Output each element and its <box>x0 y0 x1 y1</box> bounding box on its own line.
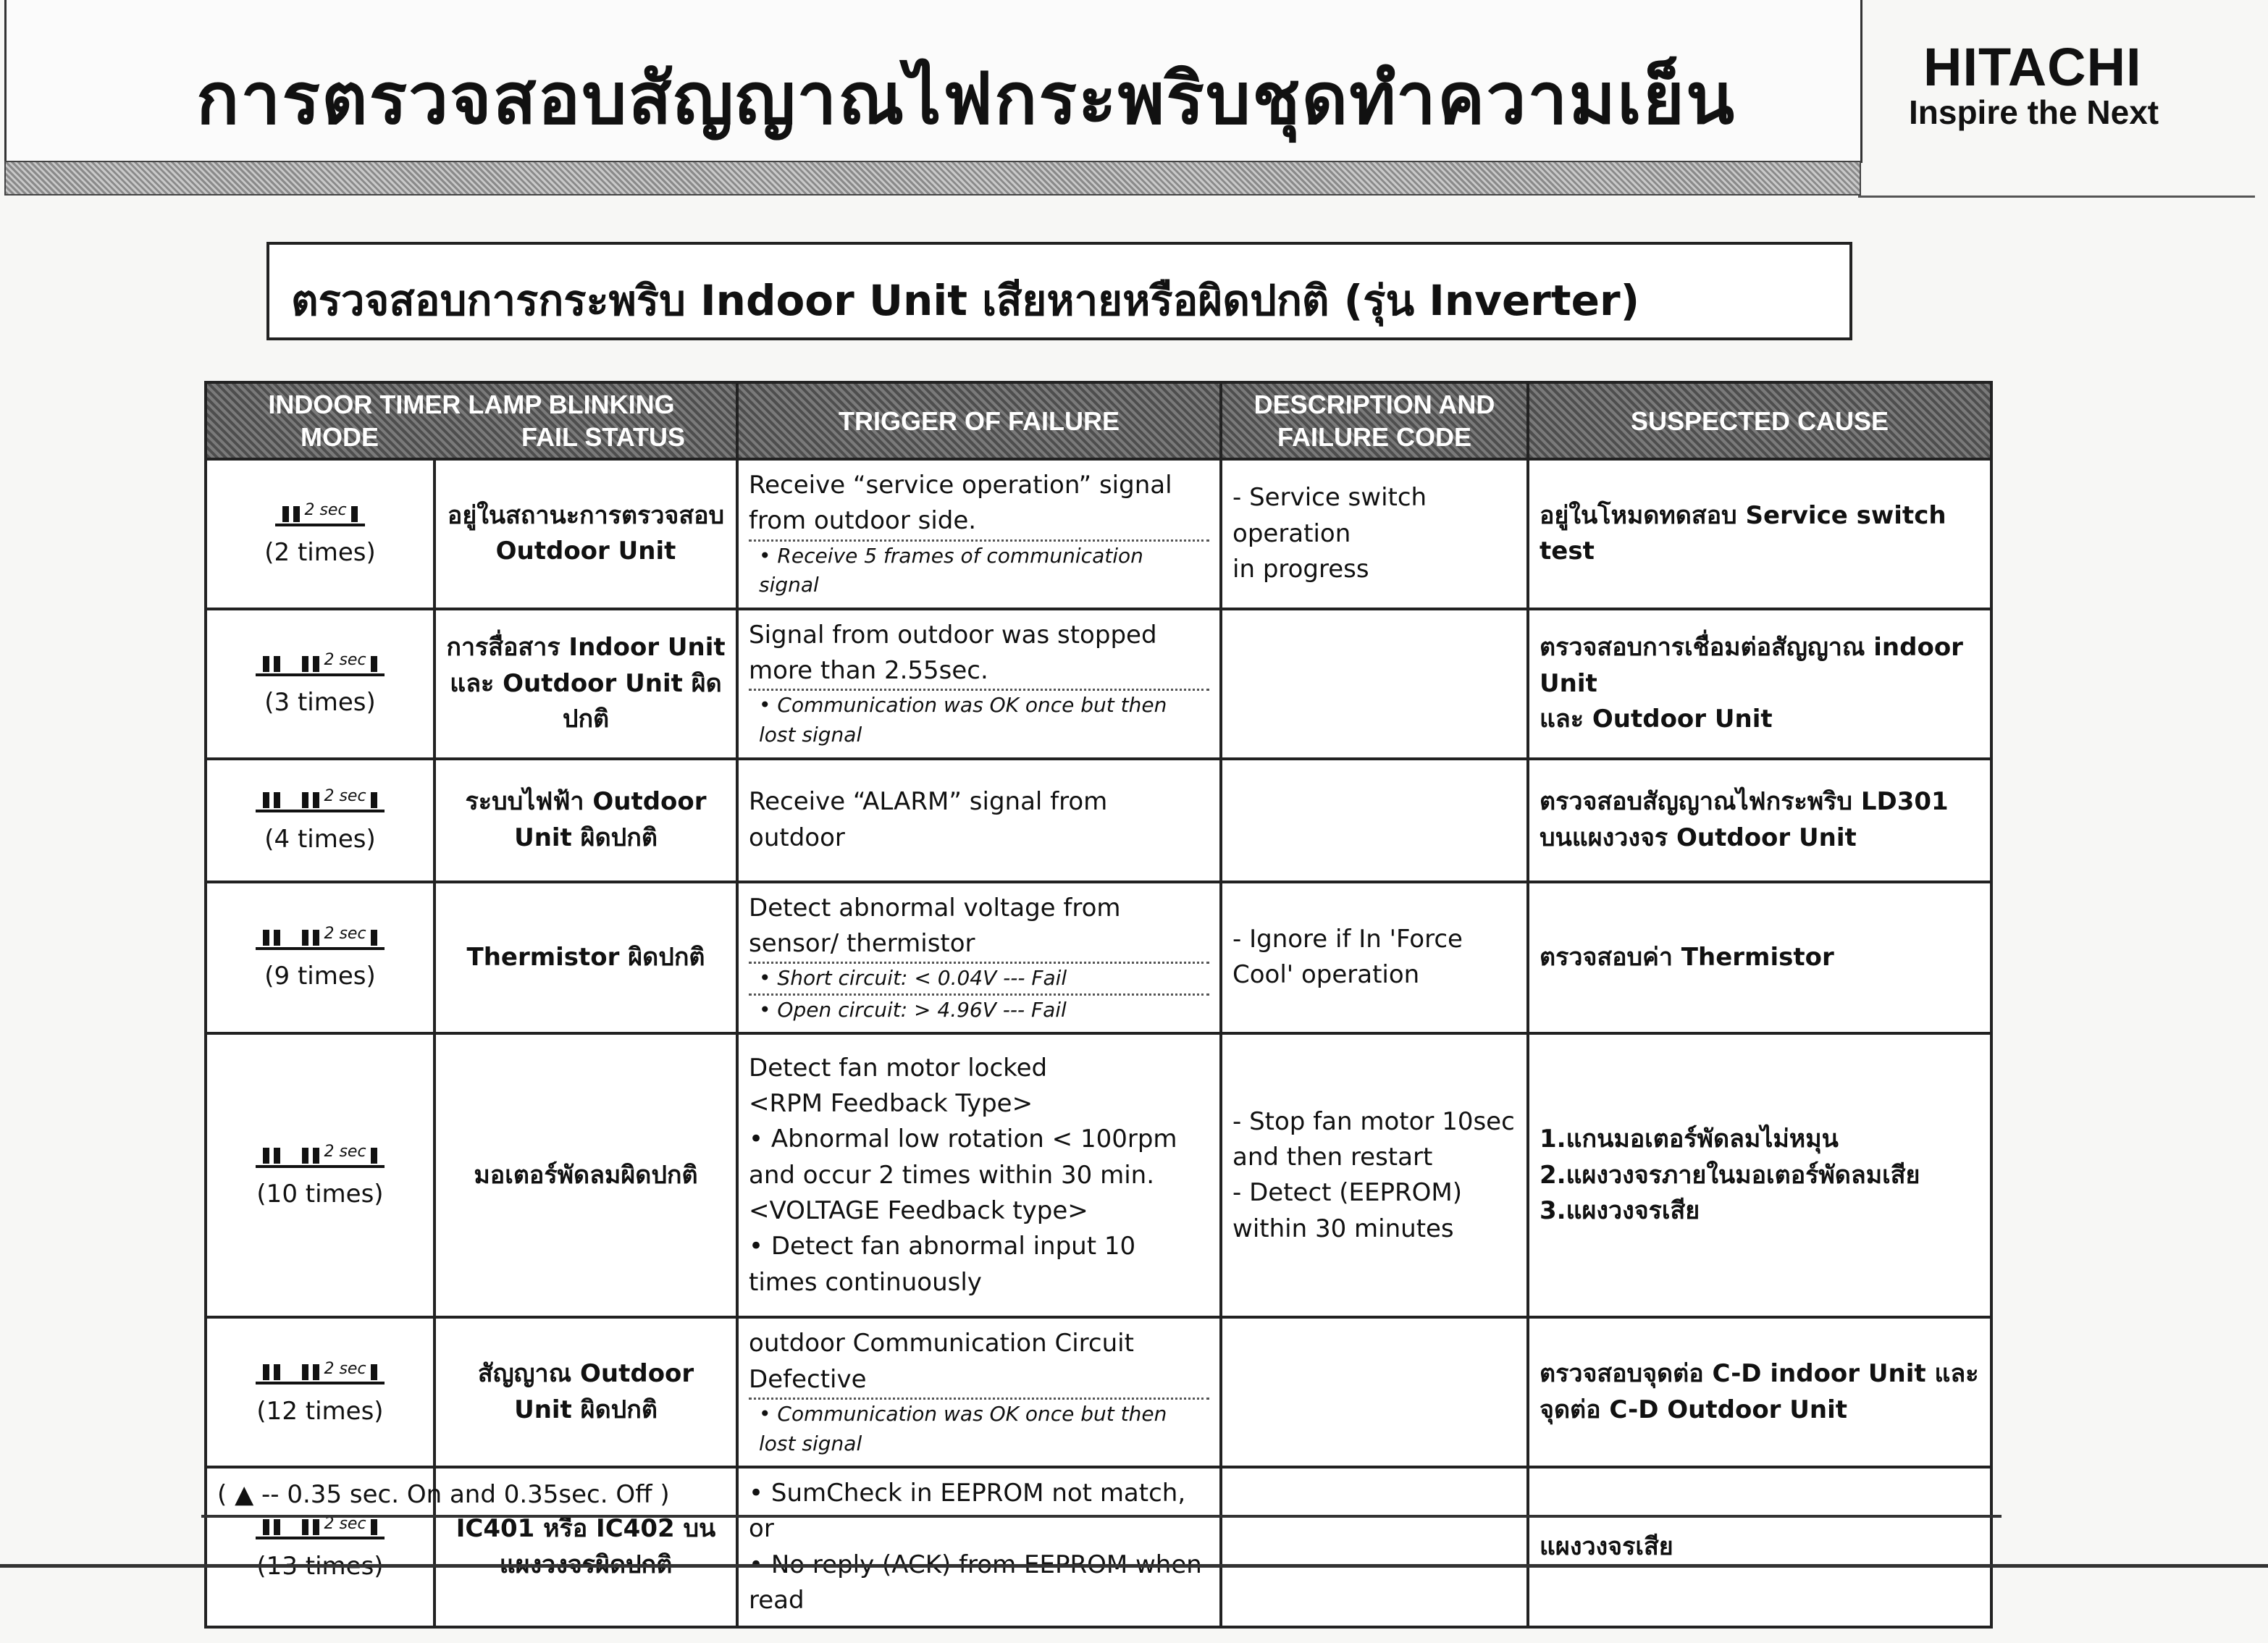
blink-interval-label: 2 sec <box>324 1143 366 1161</box>
trigger-cell <box>737 1033 1221 1317</box>
trigger-text: Receive “ALARM” signal from outdoor <box>749 787 1108 852</box>
trigger-note: • Receive 5 frames of communication signal <box>759 543 1143 597</box>
trigger-text: outdoor Communication Circuit Defective <box>749 1326 1209 1400</box>
blink-count: (3 times) <box>264 688 376 718</box>
blink-count: (12 times) <box>256 1396 384 1426</box>
blink-pattern-icon <box>256 1356 384 1384</box>
trigger-text: Detect fan motor locked <box>749 1053 1048 1083</box>
fail-status-cell: การสื่อสาร Indoor Unit และ Outdoor Unit ผิดปกติ <box>434 609 737 759</box>
suspected-cause-cell <box>1528 1033 1991 1317</box>
trigger-cell <box>737 1467 1221 1627</box>
suspected-cause-cell <box>1528 1467 1991 1627</box>
trigger-text: • Detect fan abnormal input 10 times continuously <box>749 1232 1136 1297</box>
blink-pattern-icon <box>256 1139 384 1168</box>
fail-status-cell: สัญญาณ Outdoor Unit ผิดปกติ <box>434 1317 737 1467</box>
fail-status-cell: ระบบไฟฟ้า Outdoor Unit ผิดปกติ <box>434 759 737 882</box>
description-line: operation <box>1232 518 1351 548</box>
blink-count: (13 times) <box>256 1551 384 1581</box>
blink-count: (2 times) <box>264 538 376 568</box>
description-line: Cool' operation <box>1232 960 1420 990</box>
table-row <box>206 759 1991 882</box>
fail-status-cell: อยู่ในสถานะการตรวจสอบ Outdoor Unit <box>434 459 737 609</box>
blink-legend-footnote: ( ▲ -- 0.35 sec. On and 0.35sec. Off ) <box>217 1480 670 1509</box>
description-cell <box>1221 609 1528 759</box>
blink-interval-label: 2 sec <box>324 1514 366 1533</box>
trigger-text: Signal from outdoor was stopped more than 2.55sec. <box>749 618 1209 692</box>
suspected-cause-line: ตรวจสอบสัญญาณไฟกระพริบ LD301 <box>1540 787 1949 817</box>
trigger-cell <box>737 882 1221 1034</box>
trigger-note: • Communication was OK once but then lost signal <box>759 693 1167 747</box>
blink-interval-label: 2 sec <box>324 1359 366 1378</box>
header-mode: MODE <box>301 422 379 452</box>
subtitle-box <box>266 242 1852 340</box>
blink-mode-cell <box>206 759 434 882</box>
brand-logo <box>1858 0 2255 161</box>
blink-interval-label: 2 sec <box>304 501 347 520</box>
suspected-cause-line: ตรวจสอบการเชื่อมต่อสัญญาณ indoor Unit <box>1540 633 1963 698</box>
trigger-cell <box>737 459 1221 609</box>
trigger-text: • SumCheck in EEPROM not match, or <box>749 1479 1186 1544</box>
trigger-text: • No reply (ACK) from EEPROM when read <box>749 1550 1202 1615</box>
header-description: DESCRIPTION AND FAILURE CODE <box>1221 382 1528 459</box>
trigger-text: Receive “service operation” signal from outdoor side. <box>749 468 1209 542</box>
header-lamp-blinking <box>206 382 737 459</box>
description-line: - Detect (EEPROM) <box>1232 1178 1462 1208</box>
fail-status-cell: IC401 หรือ IC402 บนแผงวงจรผิดปกติ <box>434 1467 737 1627</box>
trigger-note: • Communication was OK once but then lost signal <box>759 1401 1167 1455</box>
page-bottom-rule <box>0 1564 2268 1568</box>
suspected-cause-line: 1.แกนมอเตอร์พัดลมไม่หมุน <box>1540 1125 1839 1154</box>
blink-mode-cell <box>206 1033 434 1317</box>
table-row <box>206 882 1991 1034</box>
trigger-note: • Short circuit: < 0.04V --- Fail <box>749 964 1209 996</box>
blink-pattern-icon <box>275 497 364 526</box>
description-cell <box>1221 1467 1528 1627</box>
header-trigger: TRIGGER OF FAILURE <box>737 382 1221 459</box>
fail-status-cell: มอเตอร์พัดลมผิดปกติ <box>434 1033 737 1317</box>
description-cell <box>1221 882 1528 1034</box>
table-header-row <box>206 382 1991 459</box>
header-fail-status: FAIL STATUS <box>521 422 686 452</box>
description-line: within 30 minutes <box>1232 1214 1454 1243</box>
diagnostic-table <box>204 381 1993 1629</box>
description-line: - Ignore if In 'Force <box>1232 925 1463 954</box>
table-row <box>206 459 1991 609</box>
logo-divider <box>1858 196 2255 198</box>
suspected-cause-line: อยู่ในโหมดทดสอบ Service switch test <box>1540 501 1946 566</box>
suspected-cause-line: แผงวงจรเสีย <box>1540 1532 1673 1562</box>
trigger-cell <box>737 759 1221 882</box>
table-row <box>206 609 1991 759</box>
suspected-cause-line: ตรวจสอบค่า Thermistor <box>1540 942 1834 972</box>
blink-mode-cell <box>206 459 434 609</box>
suspected-cause-line: 2.แผงวงจรภายในมอเตอร์พัดลมเสีย <box>1540 1160 1920 1190</box>
suspected-cause-cell <box>1528 882 1991 1034</box>
header-group-label: INDOOR TIMER LAMP BLINKING <box>268 390 675 419</box>
section-subtitle: ตรวจสอบการกระพริบ Indoor Unit เสียหายหรือผิดปกติ (รุ่น Inverter) <box>291 276 1640 325</box>
trigger-text: • Abnormal low rotation < 100rpm and occur 2 times within 30 min. <box>749 1125 1177 1190</box>
trigger-note: • Open circuit: > 4.96V --- Fail <box>759 997 1067 1022</box>
table-body <box>206 459 1991 1627</box>
blink-count: (4 times) <box>264 824 376 854</box>
footnote-rule <box>201 1515 2002 1518</box>
suspected-cause-line: ตรวจสอบจุดต่อ C-D indoor Unit และ <box>1540 1359 1979 1389</box>
header-suspected-cause: SUSPECTED CAUSE <box>1528 382 1991 459</box>
brand-tagline: Inspire the Next <box>1909 93 2159 131</box>
description-line: and then restart <box>1232 1143 1433 1172</box>
fail-status-cell: Thermistor ผิดปกติ <box>434 882 737 1034</box>
blink-mode-cell <box>206 609 434 759</box>
suspected-cause-cell <box>1528 609 1991 759</box>
blink-interval-label: 2 sec <box>324 925 366 944</box>
description-cell <box>1221 759 1528 882</box>
table-row <box>206 1033 1991 1317</box>
description-line: - Stop fan motor 10sec <box>1232 1106 1515 1136</box>
blink-count: (10 times) <box>256 1180 384 1209</box>
suspected-cause-line: บนแผงวงจร Outdoor Unit <box>1540 823 1857 852</box>
description-line: - Service switch <box>1232 483 1427 513</box>
blink-count: (9 times) <box>264 962 376 991</box>
suspected-cause-cell <box>1528 759 1991 882</box>
blink-interval-label: 2 sec <box>324 787 366 806</box>
blink-pattern-icon <box>256 783 384 812</box>
suspected-cause-line: และ Outdoor Unit <box>1540 704 1773 734</box>
header-stripe <box>4 161 1861 196</box>
suspected-cause-line: 3.แผงวงจรเสีย <box>1540 1196 1700 1225</box>
suspected-cause-cell <box>1528 1317 1991 1467</box>
blink-interval-label: 2 sec <box>324 650 366 669</box>
trigger-cell <box>737 609 1221 759</box>
blink-mode-cell <box>206 1317 434 1467</box>
trigger-text: <VOLTAGE Feedback type> <box>749 1196 1088 1225</box>
blink-pattern-icon <box>256 921 384 950</box>
title-banner <box>4 0 1862 163</box>
trigger-text: Detect abnormal voltage from sensor/ thermistor <box>749 891 1209 965</box>
blink-mode-cell <box>206 882 434 1034</box>
brand-name: HITACHI <box>1923 37 2142 97</box>
suspected-cause-line: จุดต่อ C-D Outdoor Unit <box>1540 1395 1847 1424</box>
page-title: การตรวจสอบสัญญาณไฟกระพริบชุดทำความเย็น <box>196 58 1736 140</box>
blink-pattern-icon <box>256 647 384 676</box>
description-cell <box>1221 459 1528 609</box>
table-row <box>206 1317 1991 1467</box>
trigger-cell <box>737 1317 1221 1467</box>
suspected-cause-cell <box>1528 459 1991 609</box>
description-cell <box>1221 1033 1528 1317</box>
description-line: in progress <box>1232 555 1369 584</box>
trigger-text: <RPM Feedback Type> <box>749 1089 1033 1119</box>
description-cell <box>1221 1317 1528 1467</box>
